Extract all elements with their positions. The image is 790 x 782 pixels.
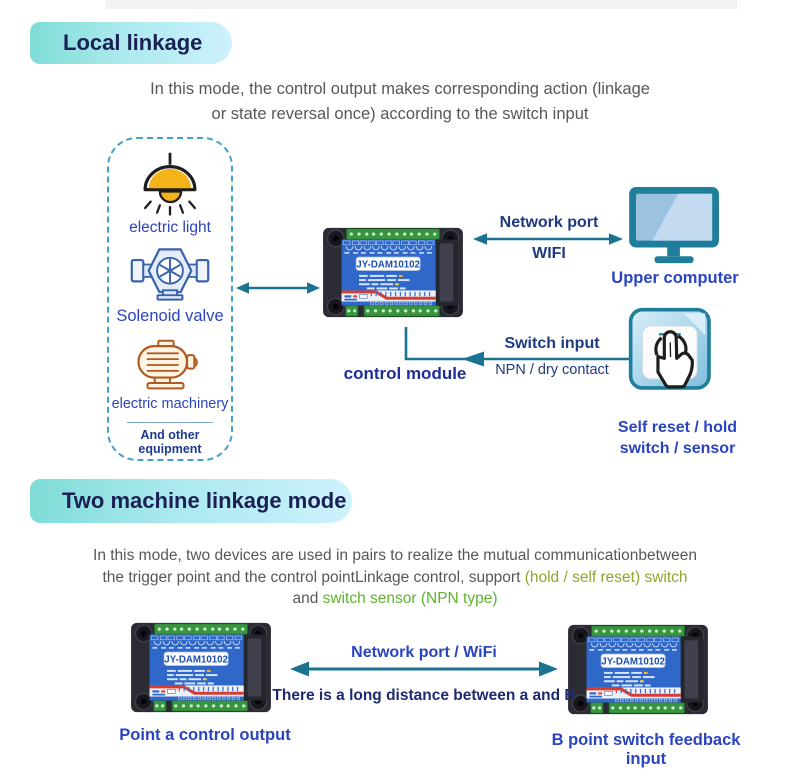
heading-text: Local linkage [63,30,203,55]
network-wifi-link-label: Network port / WiFi [351,644,497,661]
motor-icon [132,338,208,392]
intro-line-3 [15,588,775,610]
equipment-box-footer: And other equipment [138,428,202,456]
module-a-label: Point a control output [119,726,291,744]
intro-line-2-text: the trigger point and the control pointLinkage control, support [102,568,525,586]
intro-line-1: In this mode, the control output makes corresponding action (linkage [150,80,650,98]
touch-switch-icon [627,306,729,408]
top-bar [105,0,737,9]
switch-sensor-label-line2: switch / sensor [619,440,736,457]
intro-line-1: In this mode, two devices are used in pairs to realize the mutual communicationbetween [93,547,697,564]
monitor-icon [627,185,725,267]
module-b-label: B point switch feedback input [551,731,741,768]
equipment-box-divider [127,422,213,423]
intro-line-3-text: and [292,590,323,607]
solenoid-valve-icon [130,244,210,301]
intro-line-2 [15,567,775,589]
equipment-label-electric-machinery: electric machinery [111,396,229,412]
lamp-icon [133,150,207,220]
intro-line-2-highlight: (hold / self reset) switch [524,568,688,586]
switch-sensor-label [600,417,755,459]
distance-note: There is a long distance between a and B [272,687,576,704]
wifi-label: WIFI [532,245,566,262]
equipment-box [107,137,233,461]
two-machine-double-arrow-icon [290,659,558,679]
local-linkage-heading [30,22,232,64]
switch-input-label: Switch input [504,335,600,352]
upper-computer-label: Upper computer [611,269,739,287]
box-module-double-arrow-icon [236,280,320,296]
intro-line-2: or state reversal once) according to the switch input [211,105,589,123]
equipment-label-solenoid-valve: Solenoid valve [116,307,224,325]
switch-sensor-label-line1: Self reset / hold [617,419,738,436]
equipment-label-electric-light: electric light [129,219,211,236]
control-module-label: control module [343,364,467,383]
network-port-label: Network port [499,214,599,231]
npn-dry-contact-label: NPN / dry contact [495,362,609,378]
two-machine-intro-paragraph [15,545,775,610]
two-machine-heading [30,479,352,523]
local-intro-paragraph [55,77,745,127]
control-module-image [320,222,466,323]
intro-line-3-highlight: switch sensor (NPN type) [322,590,498,607]
heading-text: Two machine linkage mode [62,488,347,513]
